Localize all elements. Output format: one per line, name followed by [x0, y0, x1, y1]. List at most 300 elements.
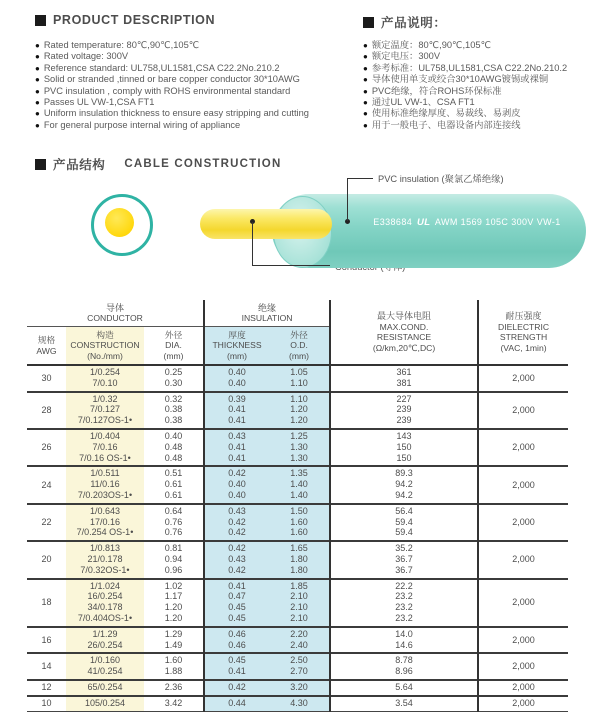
insulation-group-cn: 绝缘: [258, 302, 277, 313]
dia-cell-value: 0.81: [164, 543, 183, 554]
resistance-cell-value: 8.78: [395, 655, 413, 666]
section-square-icon: [363, 17, 374, 28]
resistance-cell-value: 239: [396, 415, 412, 426]
construction-cell-value: 1/0.813: [89, 543, 121, 554]
thickness-header-unit: (mm): [227, 350, 248, 361]
bullet-text: Passes UL VW-1,CSA FT1: [43, 97, 155, 108]
od-cell-value: 1.40: [290, 479, 308, 490]
od-cell: [269, 653, 330, 680]
bullet-text: 参考标准：UL758,UL1581,CSA C22.2No.210.2: [371, 62, 568, 73]
table-row-awg-20: [27, 541, 568, 578]
awg-cell: 10: [27, 696, 66, 711]
construction-cell-value: 34/0.178: [87, 602, 123, 613]
thickness-cell-value: 0.46: [228, 639, 246, 650]
strength-header-unit: (VAC, 1min): [500, 342, 547, 353]
bullet-item: [363, 63, 567, 74]
dia-cell-value: 3.42: [164, 697, 183, 708]
dia-cell: [144, 429, 204, 466]
construction-cell-value: 1/0.160: [89, 655, 121, 666]
construction-header-cn: 构造: [96, 329, 114, 340]
thickness-cell: [204, 579, 269, 627]
resistance-cell-value: 14.6: [395, 639, 413, 650]
resistance-cell-value: 36.7: [395, 564, 413, 575]
resistance-cell-value: 23.2: [395, 591, 413, 602]
thickness-cell-value: 0.42: [228, 468, 246, 479]
construction-cell: [66, 541, 144, 578]
thickness-cell-value: 0.41: [228, 404, 246, 415]
cable-conductor-illustration: [200, 209, 332, 239]
od-cell-value: 1.60: [290, 527, 308, 538]
resistance-cell: [330, 504, 478, 541]
dia-cell-value: 0.48: [164, 452, 183, 463]
table-row-awg-24: [27, 466, 568, 503]
strength-cell: 2,000: [478, 504, 568, 541]
od-cell-value: 2.20: [290, 628, 308, 639]
bullet-icon: ●: [363, 86, 368, 96]
awg-header-cn: 规格: [37, 335, 56, 345]
dia-cell-value: 0.32: [164, 393, 183, 404]
bullet-icon: ●: [35, 109, 40, 119]
dia-cell-value: 1.88: [164, 666, 183, 677]
spec-table: [27, 300, 568, 712]
resistance-cell-value: 150: [396, 452, 412, 463]
construction-cell-value: 7/0.404OS-1•: [77, 612, 133, 623]
dia-cell-value: 1.49: [164, 639, 183, 650]
dia-cell-value: 0.40: [164, 430, 183, 441]
od-cell-value: 2.70: [290, 666, 308, 677]
resistance-cell-value: 8.96: [395, 666, 413, 677]
spec-table-body: [27, 365, 568, 711]
od-cell: [269, 466, 330, 503]
dia-cell: [144, 504, 204, 541]
construction-cell-value: 7/0.127: [89, 404, 121, 415]
thickness-cell-value: 0.41: [228, 666, 246, 677]
dia-cell-value: 2.36: [164, 681, 183, 692]
od-cell-value: 4.30: [290, 697, 308, 708]
bullet-icon: ●: [363, 109, 368, 119]
dia-cell-value: 0.61: [164, 489, 183, 500]
dia-cell-value: 0.76: [164, 516, 183, 527]
strength-cell: 2,000: [478, 392, 568, 429]
dia-cell-value: 0.38: [164, 415, 183, 426]
dia-cell-value: 0.48: [164, 441, 183, 452]
resistance-cell: [330, 627, 478, 654]
awg-cell: 28: [27, 392, 66, 429]
construction-cell: [66, 392, 144, 429]
product-description-list: [35, 40, 309, 131]
thickness-cell: [204, 429, 269, 466]
table-group-header-row: [27, 300, 568, 327]
construction-cell-value: 17/0.16: [89, 516, 121, 527]
print-e-number: E338684: [373, 217, 413, 227]
resistance-header-unit: (Ω/km,20℃,DC): [372, 342, 436, 353]
bullet-text: For general purpose internal wiring of appliance: [43, 119, 241, 130]
resistance-cell: [330, 429, 478, 466]
construction-cell: [66, 466, 144, 503]
od-cell: [269, 680, 330, 696]
product-notes-header: [363, 13, 447, 31]
construction-cell-value: 21/0.178: [87, 553, 123, 564]
bullet-text: Reference standard: UL758,UL1581,CSA C22.2No.210.2: [43, 62, 280, 73]
resistance-cell-value: 381: [396, 377, 412, 388]
strength-header: [478, 300, 568, 365]
strength-cell: 2,000: [478, 680, 568, 696]
construction-header-en: CONSTRUCTION: [70, 340, 140, 351]
od-cell-value: 1.80: [290, 553, 308, 564]
od-cell: [269, 504, 330, 541]
bullet-text: Solid or stranded ,tinned or bare copper conductor 30*10AWG: [43, 74, 300, 85]
awg-cell: 18: [27, 579, 66, 627]
dia-cell: [144, 680, 204, 696]
od-header-unit: (mm): [289, 350, 310, 361]
od-cell: [269, 429, 330, 466]
od-cell: [269, 541, 330, 578]
thickness-cell: [204, 653, 269, 680]
construction-cell-value: 41/0.254: [87, 666, 123, 677]
table-row-awg-22: [27, 504, 568, 541]
od-cell-value: 1.30: [290, 452, 308, 463]
od-cell-value: 1.05: [290, 367, 308, 377]
bullet-icon: ●: [363, 41, 368, 50]
construction-cell-value: 7/0.254 OS-1•: [76, 527, 134, 538]
resistance-cell-value: 94.2: [395, 479, 413, 490]
product-notes-list: [363, 40, 567, 131]
resistance-cell-value: 3.54: [395, 697, 413, 708]
od-header-cn: 外径: [290, 329, 308, 340]
bullet-icon: ●: [35, 41, 40, 50]
construction-cell-value: 11/0.16: [90, 479, 120, 490]
pointer-line: [252, 265, 330, 266]
dia-cell-value: 0.64: [164, 505, 183, 516]
thickness-cell: [204, 365, 269, 392]
dia-cell-value: 0.61: [164, 479, 183, 490]
construction-cell-value: 105/0.254: [84, 697, 126, 708]
table-row-awg-30: [27, 365, 568, 392]
construction-cell-value: 7/0.16 OS-1•: [79, 452, 131, 463]
od-cell-value: 1.35: [290, 468, 308, 479]
cable-print-text: [352, 217, 582, 228]
od-cell-value: 1.30: [290, 441, 308, 452]
thickness-cell-value: 0.40: [228, 377, 246, 388]
bullet-icon: ●: [35, 75, 40, 85]
od-cell-value: 1.20: [290, 404, 308, 415]
bullet-item: [35, 120, 309, 131]
dia-cell-value: 1.60: [164, 655, 183, 666]
od-cell-value: 1.10: [290, 377, 308, 388]
awg-cell: 20: [27, 541, 66, 578]
insulation-group-en: INSULATION: [241, 313, 293, 323]
bullet-item: [363, 86, 567, 97]
bullet-item: [35, 40, 309, 51]
bullet-item: [363, 74, 567, 85]
thickness-cell: [204, 696, 269, 711]
od-cell: [269, 579, 330, 627]
bullet-text: 通过UL VW-1、CSA FT1: [371, 97, 475, 108]
resistance-cell-value: 56.4: [395, 505, 413, 516]
bullet-item: [35, 74, 309, 85]
resistance-cell-value: 227: [396, 393, 412, 404]
resistance-cell-value: 35.2: [395, 543, 413, 554]
dia-header-en: DIA.: [165, 340, 182, 351]
strength-cell: 2,000: [478, 541, 568, 578]
od-cell-value: 1.10: [290, 393, 308, 404]
od-cell-value: 1.40: [290, 489, 308, 500]
od-cell-value: 2.10: [290, 591, 308, 602]
dia-cell: [144, 365, 204, 392]
table-row-awg-26: [27, 429, 568, 466]
thickness-cell-value: 0.40: [228, 367, 246, 377]
thickness-header-cn: 厚度: [228, 329, 246, 340]
bullet-item: [35, 63, 309, 74]
thickness-cell-value: 0.43: [228, 430, 246, 441]
conductor-group-header: [27, 300, 204, 327]
construction-header-unit: (No./mm): [87, 350, 123, 361]
od-cell-value: 2.50: [290, 655, 308, 666]
od-header: [269, 327, 330, 366]
resistance-cell-value: 59.4: [395, 516, 413, 527]
construction-header: [66, 327, 144, 366]
thickness-cell-value: 0.42: [228, 564, 246, 575]
construction-cell-value: 16/0.254: [87, 591, 123, 602]
thickness-cell: [204, 541, 269, 578]
bullet-item: [363, 51, 567, 62]
conductor-group-cn: 导体: [106, 302, 125, 313]
insulation-label: PVC insulation (聚氯乙烯绝缘): [378, 174, 504, 184]
resistance-cell-value: 23.2: [395, 602, 413, 613]
bullet-icon: ●: [35, 86, 40, 96]
dia-cell-value: 1.20: [164, 602, 183, 613]
dia-cell-value: 0.76: [164, 527, 183, 538]
construction-cell: [66, 365, 144, 392]
conductor-group-en: CONDUCTOR: [87, 313, 143, 323]
thickness-cell-value: 0.45: [228, 612, 246, 623]
thickness-cell-value: 0.45: [228, 602, 246, 613]
resistance-cell: [330, 541, 478, 578]
bullet-text: 额定电压：300V: [371, 51, 441, 62]
cable-construction-header: [35, 155, 281, 173]
construction-cell-value: 7/0.203OS-1•: [77, 489, 133, 500]
od-cell-value: 1.80: [290, 564, 308, 575]
resistance-cell: [330, 696, 478, 711]
thickness-cell-value: 0.45: [228, 655, 246, 666]
bullet-text: 使用标准绝缘厚度、易裁线、易剥皮: [371, 108, 521, 119]
dia-cell: [144, 579, 204, 627]
bullet-icon: ●: [35, 98, 40, 108]
bullet-icon: ●: [363, 98, 368, 108]
dia-cell-value: 1.02: [164, 580, 183, 591]
od-cell-value: 2.40: [290, 639, 308, 650]
construction-cell: [66, 579, 144, 627]
bullet-text: 额定温度：80℃,90℃,105℃: [371, 40, 492, 50]
dia-header-unit: (mm): [163, 350, 184, 361]
od-cell-value: 2.10: [290, 612, 308, 623]
awg-header-en: AWG: [36, 345, 57, 356]
insulation-group-header: [204, 300, 330, 327]
od-cell: [269, 696, 330, 711]
bullet-item: [35, 108, 309, 119]
resistance-cell-value: 361: [396, 367, 412, 377]
dia-cell-value: 1.29: [164, 628, 183, 639]
print-rating-text: AWM 1569 105C 300V VW-1: [434, 217, 561, 227]
construction-cell-value: 65/0.254: [87, 681, 123, 692]
thickness-cell: [204, 392, 269, 429]
dia-cell-value: 0.38: [164, 404, 183, 415]
product-description-title: PRODUCT DESCRIPTION: [53, 13, 216, 27]
bullet-icon: ●: [363, 75, 368, 85]
awg-cell: 14: [27, 653, 66, 680]
thickness-cell-value: 0.47: [228, 591, 246, 602]
construction-cell-value: 7/0.127OS-1•: [77, 415, 133, 426]
thickness-cell-value: 0.46: [228, 628, 246, 639]
od-cell: [269, 627, 330, 654]
dia-cell: [144, 466, 204, 503]
dia-cell: [144, 392, 204, 429]
thickness-cell: [204, 680, 269, 696]
bullet-icon: ●: [363, 52, 368, 62]
bullet-text: Uniform insulation thickness to ensure easy stripping and cutting: [43, 108, 309, 119]
awg-cell: 30: [27, 365, 66, 392]
thickness-cell-value: 0.44: [228, 697, 246, 708]
thickness-cell: [204, 504, 269, 541]
awg-cell: 24: [27, 466, 66, 503]
thickness-cell: [204, 466, 269, 503]
construction-cell: [66, 653, 144, 680]
bullet-text: Rated voltage: 300V: [43, 51, 129, 62]
dia-header-cn: 外径: [164, 329, 183, 340]
awg-cell: 26: [27, 429, 66, 466]
dia-cell-value: 0.25: [164, 367, 183, 377]
bullet-icon: ●: [35, 52, 40, 62]
construction-cell-value: 7/0.10: [92, 377, 118, 388]
awg-cell: 12: [27, 680, 66, 696]
od-cell-value: 1.65: [290, 543, 308, 554]
strength-cell: 2,000: [478, 429, 568, 466]
construction-title-en: CABLE CONSTRUCTION: [124, 158, 282, 170]
awg-header: [27, 327, 66, 366]
construction-cell-value: 26/0.254: [87, 639, 123, 650]
resistance-cell-value: 94.2: [395, 489, 413, 500]
strength-header-en1: DIELECTRIC: [497, 321, 550, 332]
dia-header: [144, 327, 204, 366]
construction-cell: [66, 504, 144, 541]
thickness-cell-value: 0.41: [228, 441, 246, 452]
bullet-icon: ●: [363, 120, 368, 130]
od-cell-value: 1.20: [290, 415, 308, 426]
resistance-cell-value: 239: [396, 404, 412, 415]
bullet-item: [363, 40, 567, 51]
construction-cell-value: 1/1.024: [89, 580, 121, 591]
table-row-awg-12: [27, 680, 568, 696]
dia-cell-value: 0.51: [164, 468, 183, 479]
thickness-cell-value: 0.39: [228, 393, 246, 404]
construction-cell-value: 7/0.32OS-1•: [80, 564, 130, 575]
resistance-header-cn: 最大导体电阻: [377, 311, 432, 321]
thickness-cell-value: 0.43: [228, 553, 246, 564]
construction-title-cn: 产品结构: [53, 158, 106, 172]
strength-header-en2: STRENGTH: [499, 332, 548, 342]
construction-cell-value: 1/0.32: [92, 393, 118, 404]
dia-cell-value: 1.20: [164, 612, 183, 623]
table-row-awg-28: [27, 392, 568, 429]
bullet-item: [35, 97, 309, 108]
dia-cell: [144, 696, 204, 711]
table-row-awg-18: [27, 579, 568, 627]
construction-cell: [66, 627, 144, 654]
resistance-cell-value: 36.7: [395, 553, 413, 564]
pointer-line: [252, 222, 253, 265]
od-cell-value: 3.20: [290, 681, 308, 692]
section-square-icon: [35, 15, 46, 26]
dia-cell-value: 0.94: [164, 553, 183, 564]
thickness-cell-value: 0.42: [228, 681, 246, 692]
thickness-cell-value: 0.43: [228, 505, 246, 516]
od-cell-value: 2.10: [290, 602, 308, 613]
thickness-cell-value: 0.41: [228, 415, 246, 426]
awg-cell: 16: [27, 627, 66, 654]
od-cell-value: 1.25: [290, 430, 308, 441]
construction-cell: [66, 680, 144, 696]
awg-cell: 22: [27, 504, 66, 541]
resistance-cell: [330, 392, 478, 429]
product-notes-title: 产品说明：: [381, 16, 447, 30]
bullet-item: [35, 86, 309, 97]
resistance-header-en2: RESISTANCE: [376, 332, 432, 342]
dia-cell-value: 1.17: [164, 591, 183, 602]
construction-cell: [66, 696, 144, 711]
bullet-item: [363, 97, 567, 108]
table-row-awg-16: [27, 627, 568, 654]
od-header-en: O.D.: [290, 340, 308, 351]
resistance-cell-value: 22.2: [395, 580, 413, 591]
strength-cell: 2,000: [478, 466, 568, 503]
strength-header-cn: 耐压强度: [505, 311, 542, 321]
dia-cell: [144, 653, 204, 680]
bullet-text: 用于一般电子、电器设备内部连接线: [371, 119, 521, 130]
dia-cell-value: 0.30: [164, 377, 183, 388]
resistance-cell: [330, 579, 478, 627]
cable-cross-section-core: [105, 208, 134, 237]
od-cell-value: 1.60: [290, 516, 308, 527]
bullet-item: [35, 51, 309, 62]
bullet-item: [363, 120, 567, 131]
resistance-cell-value: 150: [396, 441, 412, 452]
pointer-line: [347, 178, 373, 179]
thickness-cell-value: 0.42: [228, 527, 246, 538]
thickness-cell-value: 0.42: [228, 543, 246, 554]
thickness-header: [204, 327, 269, 366]
thickness-cell-value: 0.41: [228, 580, 246, 591]
bullet-icon: ●: [35, 120, 40, 130]
thickness-header-en: THICKNESS: [212, 340, 262, 351]
construction-cell-value: 1/0.404: [89, 430, 121, 441]
construction-cell: [66, 429, 144, 466]
resistance-cell-value: 23.2: [395, 612, 413, 623]
construction-cell-value: 1/0.643: [89, 505, 121, 516]
resistance-cell: [330, 365, 478, 392]
resistance-header: [330, 300, 478, 365]
dia-cell: [144, 541, 204, 578]
resistance-cell: [330, 466, 478, 503]
construction-cell-value: 1/1.29: [92, 628, 118, 639]
dia-cell: [144, 627, 204, 654]
resistance-cell-value: 89.3: [395, 468, 413, 479]
thickness-cell-value: 0.41: [228, 452, 246, 463]
od-cell: [269, 392, 330, 429]
strength-cell: 2,000: [478, 579, 568, 627]
thickness-cell-value: 0.40: [228, 479, 246, 490]
bullet-text: Rated temperature: 80℃,90℃,105℃: [43, 40, 200, 50]
product-description-header: [35, 13, 215, 27]
